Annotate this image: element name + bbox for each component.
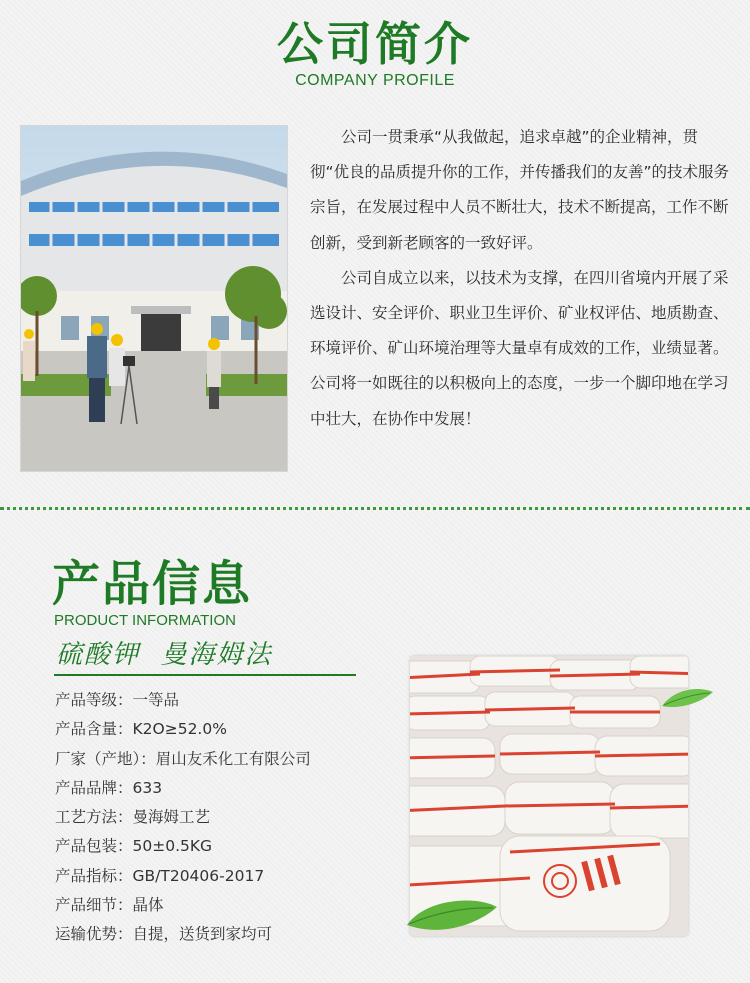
company-subtitle: COMPANY PROFILE	[295, 72, 455, 89]
spec-item: 产品指标：GB/T20406-2017	[55, 866, 265, 885]
product-name-underline	[54, 674, 356, 676]
spec-item: 厂家（产地）：眉山友禾化工有限公司	[55, 749, 311, 768]
spec-item: 产品含量：K2O≥52.0%	[55, 720, 227, 739]
company-intro	[310, 120, 730, 437]
product-spec-list	[55, 686, 311, 950]
product-name: 硫酸钾 曼海姆法	[56, 640, 273, 670]
spec-item: 产品等级：一等品	[55, 691, 180, 709]
intro-paragraph: 公司一贯秉承“从我做起，追求卓越”的企业精神，贯彻“优良的品质提升你的工作，并传播我们的友善”的技术服务宗旨，在发展过程中人员不断壮大，技术不断提高，工作不断创新，受到新老顾客的一致好评。	[310, 128, 730, 252]
spec-item: 产品细节：晶体	[55, 896, 164, 915]
spec-item: 工艺方法：曼海姆工艺	[55, 808, 211, 827]
spec-item: 产品品牌：633	[55, 778, 163, 797]
product-subtitle: PRODUCT INFORMATION	[54, 612, 236, 629]
section-divider	[0, 507, 750, 510]
factory-photo	[20, 125, 288, 472]
intro-paragraph: 公司自成立以来，以技术为支撑，在四川省境内开展了采选设计、安全评价、职业卫生评价、矿业权评估、地质勘查、环境评价、矿山环境治理等大量卓有成效的工作，业绩显著。公司将一如既往的以积极向上的态度，一步一个脚印地在学习中壮大，在协作中发展！	[310, 268, 729, 428]
leaf-decoration-icon	[660, 686, 715, 714]
company-title: 公司简介	[277, 17, 473, 71]
product-title: 产品信息	[52, 556, 253, 612]
leaf-decoration-icon	[405, 895, 500, 940]
spec-item: 运输优势：自提，送货到家均可	[55, 925, 273, 944]
product-bags-photo	[410, 656, 688, 936]
spec-item: 产品包装：50±0.5KG	[55, 837, 213, 856]
